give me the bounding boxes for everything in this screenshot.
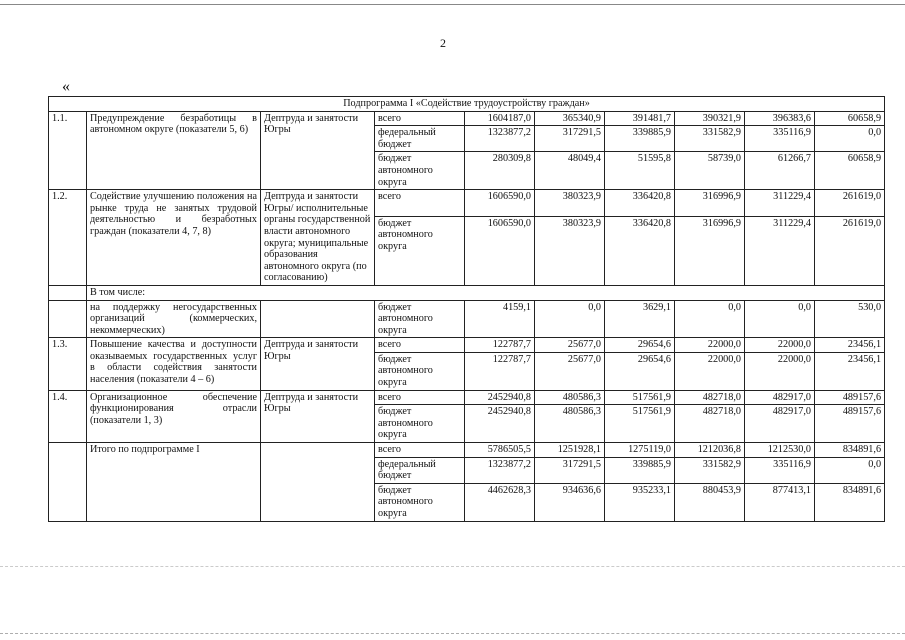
measure-name: Предупреждение безработицы в автономном округе (показатели 5, 6)	[87, 111, 261, 190]
value-cell: 1323877,2	[465, 126, 535, 152]
value-cell: 25677,0	[535, 352, 605, 390]
source-label: всего	[375, 338, 465, 353]
table-row	[49, 300, 885, 338]
value-cell: 60658,9	[815, 152, 885, 190]
value-cell: 380323,9	[535, 190, 605, 217]
value-cell: 23456,1	[815, 338, 885, 353]
empty-cell	[49, 443, 87, 522]
value-cell: 311229,4	[745, 190, 815, 217]
opening-quote-mark: «	[62, 78, 70, 95]
source-label: всего	[375, 111, 465, 126]
table-row	[49, 190, 885, 217]
value-cell: 336420,8	[605, 216, 675, 285]
value-cell: 261619,0	[815, 190, 885, 217]
source-label: бюджет автономного округа	[375, 483, 465, 521]
source-label: всего	[375, 443, 465, 458]
value-cell: 480586,3	[535, 405, 605, 443]
table-row	[49, 390, 885, 405]
value-cell: 25677,0	[535, 338, 605, 353]
measure-name: Организационное обеспечение функционирования отрасли (показатели 1, 3)	[87, 390, 261, 442]
value-cell: 122787,7	[465, 352, 535, 390]
value-cell: 317291,5	[535, 126, 605, 152]
value-cell: 480586,3	[535, 390, 605, 405]
row-number: 1.2.	[49, 190, 87, 286]
value-cell: 517561,9	[605, 405, 675, 443]
value-cell: 48049,4	[535, 152, 605, 190]
value-cell: 4159,1	[465, 300, 535, 338]
value-cell: 335116,9	[745, 457, 815, 483]
source-label: бюджет автономного округа	[375, 405, 465, 443]
page-number: 2	[440, 36, 446, 50]
table-row	[49, 443, 885, 458]
value-cell: 22000,0	[745, 352, 815, 390]
value-cell: 391481,7	[605, 111, 675, 126]
executor: Дептруда и занятости Югры	[261, 111, 375, 190]
executor: Дептруда и занятости Югры	[261, 390, 375, 442]
value-cell: 5786505,5	[465, 443, 535, 458]
source-label: всего	[375, 190, 465, 217]
value-cell: 877413,1	[745, 483, 815, 521]
value-cell: 834891,6	[815, 483, 885, 521]
value-cell: 935233,1	[605, 483, 675, 521]
value-cell: 317291,5	[535, 457, 605, 483]
measure-name: Содействие улучшению положения на рынке труда не занятых трудовой деятельностью и безработных граждан (показатели 4, 7, 8)	[87, 190, 261, 286]
source-label: бюджет автономного округа	[375, 352, 465, 390]
empty-cell	[261, 443, 375, 522]
value-cell: 0,0	[815, 457, 885, 483]
value-cell: 365340,9	[535, 111, 605, 126]
total-label: Итого по подпрограмме I	[87, 443, 261, 522]
value-cell: 316996,9	[675, 216, 745, 285]
empty-cell	[49, 285, 87, 300]
value-cell: 1606590,0	[465, 190, 535, 217]
value-cell: 261619,0	[815, 216, 885, 285]
value-cell: 482718,0	[675, 390, 745, 405]
value-cell: 482917,0	[745, 405, 815, 443]
value-cell: 22000,0	[675, 338, 745, 353]
value-cell: 1212036,8	[675, 443, 745, 458]
value-cell: 0,0	[535, 300, 605, 338]
value-cell: 339885,9	[605, 457, 675, 483]
value-cell: 482718,0	[675, 405, 745, 443]
value-cell: 530,0	[815, 300, 885, 338]
value-cell: 1251928,1	[535, 443, 605, 458]
value-cell: 29654,6	[605, 338, 675, 353]
value-cell: 339885,9	[605, 126, 675, 152]
source-label: федеральный бюджет	[375, 457, 465, 483]
value-cell: 2452940,8	[465, 405, 535, 443]
value-cell: 60658,9	[815, 111, 885, 126]
executor: Дептруда и занятости Югры/ исполнительные органы государственной власти автономного округа; муниципальные образования автономного округа (по согласованию)	[261, 190, 375, 286]
value-cell: 1606590,0	[465, 216, 535, 285]
value-cell: 29654,6	[605, 352, 675, 390]
value-cell: 934636,6	[535, 483, 605, 521]
row-number: 1.3.	[49, 338, 87, 390]
value-cell: 0,0	[675, 300, 745, 338]
scan-top-edge	[0, 4, 905, 5]
value-cell: 122787,7	[465, 338, 535, 353]
value-cell: 336420,8	[605, 190, 675, 217]
value-cell: 880453,9	[675, 483, 745, 521]
value-cell: 1212530,0	[745, 443, 815, 458]
value-cell: 834891,6	[815, 443, 885, 458]
value-cell: 0,0	[745, 300, 815, 338]
value-cell: 331582,9	[675, 126, 745, 152]
funding-table	[48, 96, 885, 522]
value-cell: 22000,0	[675, 352, 745, 390]
subtotal-heading: В том числе:	[87, 285, 885, 300]
value-cell: 380323,9	[535, 216, 605, 285]
value-cell: 61266,7	[745, 152, 815, 190]
value-cell: 4462628,3	[465, 483, 535, 521]
value-cell: 51595,8	[605, 152, 675, 190]
value-cell: 335116,9	[745, 126, 815, 152]
empty-cell	[49, 300, 87, 338]
value-cell: 489157,6	[815, 405, 885, 443]
source-label: бюджет автономного округа	[375, 300, 465, 338]
value-cell: 1275119,0	[605, 443, 675, 458]
scan-artifact-line	[0, 566, 905, 567]
measure-name: на поддержку негосударственных организаций (коммерческих, некоммерческих)	[87, 300, 261, 338]
measure-name: Повышение качества и доступности оказываемых государственных услуг в области содействия занятости населения (показатели 4 – 6)	[87, 338, 261, 390]
value-cell: 1323877,2	[465, 457, 535, 483]
value-cell: 331582,9	[675, 457, 745, 483]
table-row	[49, 111, 885, 126]
empty-cell	[261, 300, 375, 338]
value-cell: 280309,8	[465, 152, 535, 190]
value-cell: 390321,9	[675, 111, 745, 126]
value-cell: 1604187,0	[465, 111, 535, 126]
value-cell: 316996,9	[675, 190, 745, 217]
source-label: всего	[375, 390, 465, 405]
value-cell: 58739,0	[675, 152, 745, 190]
source-label: федеральный бюджет	[375, 126, 465, 152]
source-label: бюджет автономного округа	[375, 216, 465, 285]
source-label: бюджет автономного округа	[375, 152, 465, 190]
value-cell: 2452940,8	[465, 390, 535, 405]
table-row	[49, 338, 885, 353]
scan-bottom-edge	[0, 633, 905, 634]
value-cell: 23456,1	[815, 352, 885, 390]
row-number: 1.1.	[49, 111, 87, 190]
value-cell: 311229,4	[745, 216, 815, 285]
value-cell: 489157,6	[815, 390, 885, 405]
row-number: 1.4.	[49, 390, 87, 442]
value-cell: 482917,0	[745, 390, 815, 405]
value-cell: 3629,1	[605, 300, 675, 338]
value-cell: 22000,0	[745, 338, 815, 353]
subprogram-title-row	[49, 97, 885, 112]
value-cell: 0,0	[815, 126, 885, 152]
subprogram-title: Подпрограмма I «Содействие трудоустройству граждан»	[49, 97, 885, 112]
table-row	[49, 285, 885, 300]
value-cell: 396383,6	[745, 111, 815, 126]
value-cell: 517561,9	[605, 390, 675, 405]
executor: Дептруда и занятости Югры	[261, 338, 375, 390]
